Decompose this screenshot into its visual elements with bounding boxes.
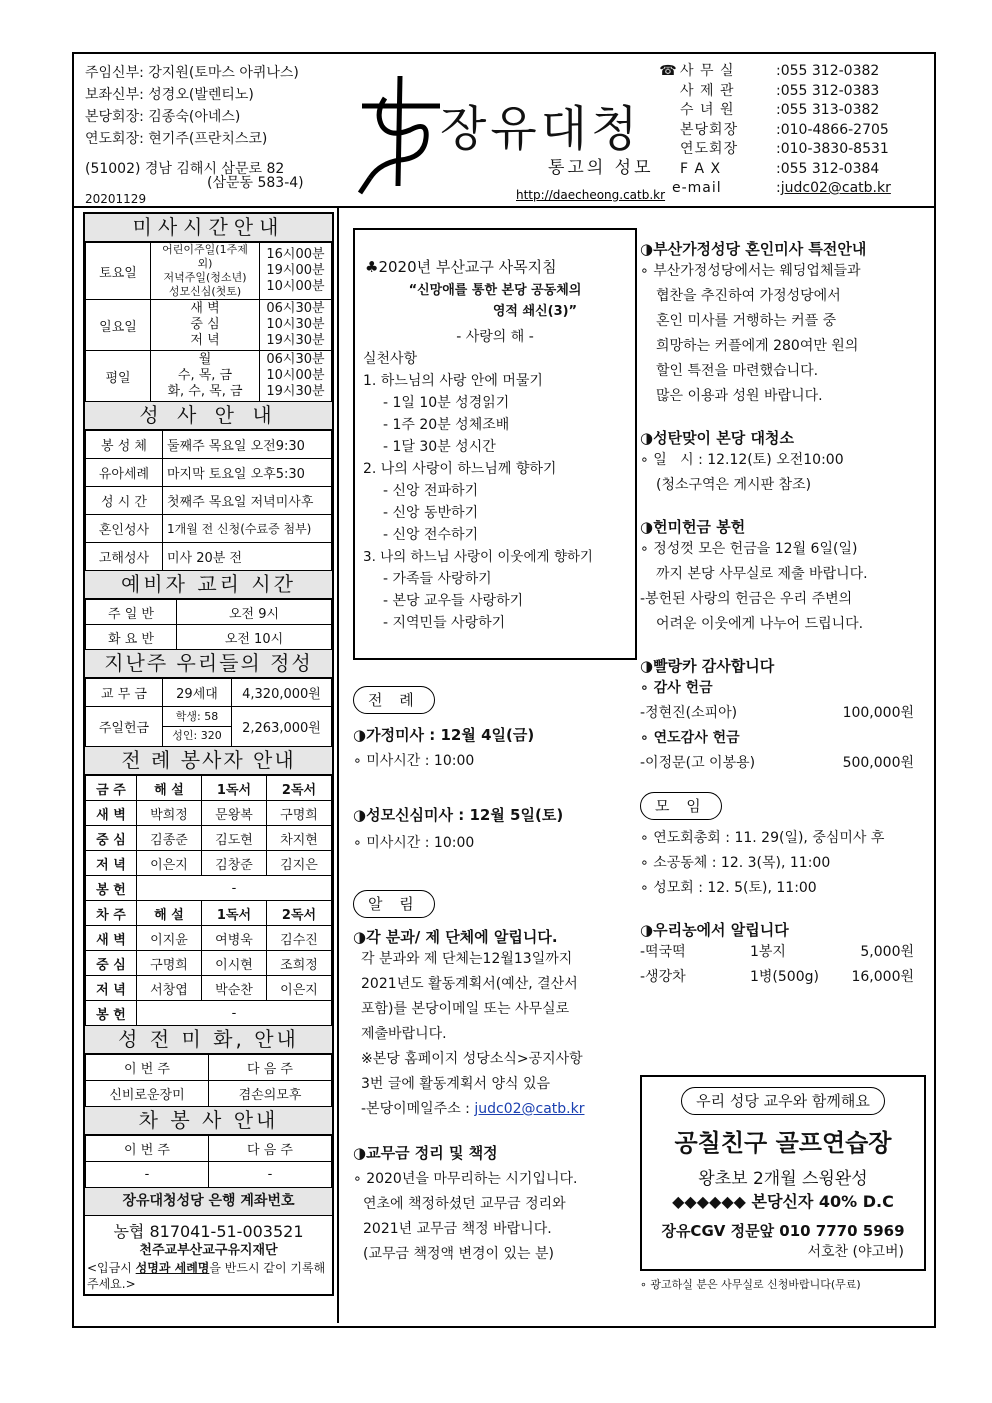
pastoral-guide-box: ♣2020년 부산교구 사목지침 “신망애를 통한 본당 공동체의 영적 쇄신(3)” - 사랑의 해 - 실천사항 1. 하느님의 사랑 안에 머물기 - 1일 10분 성경읽기 - 1주 20분 성체조배 - 1달 30분 성시간 2. 나의 사랑이 하느님께 향하기 - 신앙 전파하기 - 신앙 동반하기 - 신앙 전수하기 3. 나의 하느님 사랑이 이웃에게 향하기 - 가족들 사랑하기 - 본당 교우들 사랑하기 - 지역민들 사랑하기 bbox=[353, 228, 637, 660]
bank-heading: 장유대청성당 은행 계좌번호 bbox=[85, 1188, 332, 1216]
golf-ad: 우리 성당 교우와 함께해요 공칠친구 골프연습장 왕초보 2개월 스윙완성 ◆◆◆◆◆◆ 본당신자 40% D.C 장유CGV 정문앞 010 7770 5969 서호찬 (야고버) bbox=[640, 1075, 926, 1271]
contact-row: e-mail : judc02@catb.kr bbox=[680, 179, 891, 199]
practice-list: 1. 하느님의 사랑 안에 머물기 - 1일 10분 성경읽기 - 1주 20분 성체조배 - 1달 30분 성시간 2. 나의 사랑이 하느님께 향하기 - 신앙 전파하기 - 신앙 동반하기 - 신앙 전수하기 3. 나의 하느님 사랑이 이웃에게 향하기 - 가족들 사랑하기 - 본당 교우들 사랑하기 - 지역민들 사랑하기 bbox=[363, 373, 593, 631]
bank-account: 농협 817041-51-003521 천주교부산교구유지재단 <입금시 성명과 세례명을 반드시 같이 기록해 주세요.> bbox=[87, 1222, 326, 1291]
diocese-logo-icon: ♣ bbox=[365, 258, 379, 276]
clergy-row: 연도회장: 현기주(프란치스코) bbox=[85, 131, 268, 147]
offering-table: 교 무 금 29세대 4,320,000원 주일헌금 학생: 58 성인: 320 2,263,000원 bbox=[85, 678, 332, 747]
address-line: (51002) 경남 김해시 삼문로 82 bbox=[85, 161, 285, 177]
servers-table: 금 주 해 설 1독서 2독서 새 벽 박희정 문왕복 구명희 중 심 김종준 김도현 차지현 저 녁 이은지 김창준 김지은 봉 헌 - 차 주 해 설 1독서 2독서 새 벽 이지윤 여병욱 김수진 중 심 구명희 이시현 조희정 저 녁 서창엽 박순찬 이은지 봉 헌 - bbox=[85, 775, 332, 1026]
notice-tag: 알 림 bbox=[353, 890, 435, 918]
clergy-row: 보좌신부: 성경오(발렌티노) bbox=[85, 87, 254, 103]
brand-title: 장유대청 bbox=[440, 101, 642, 157]
pastoral-title: ♣2020년 부산교구 사목지침 bbox=[365, 258, 557, 276]
address-line: (삼문동 583-4) bbox=[207, 175, 304, 191]
contact-row: F A X : 055 312-0384 bbox=[680, 160, 880, 177]
offering-heading: 지난주 우리들의 정성 bbox=[85, 650, 332, 678]
ad-note: ∘ 광고하실 분은 사무실로 신청바랍니다(무료) bbox=[640, 1278, 861, 1291]
contact-row: 본당회장 : 010-4866-2705 bbox=[680, 121, 889, 138]
vehicle-heading: 차 봉 사 안내 bbox=[85, 1107, 332, 1135]
right-column: ◑부산가정성당 혼인미사 특전안내 ∘ 부산가정성당에서는 웨딩업체들과 협찬을 추진하여 가정성당에서 혼인 미사를 거행하는 커플 중 희망하는 커플에게 280여만 원의 할인 특전을 마련했습니다. 많은 이용과 성원 바랍니다. ◑성탄맞이 본당 대청소 ∘ 일 시 : 12.12(토) 오전10:00 (청소구역은 게시판 참조) ◑헌미헌금 봉헌 ∘ 정성껏 모은 헌금을 12월 6일(일) 까지 본당 사무실로 제출 바랍니다. -봉헌된 사랑의 헌금은 우리 주변의 어려운 이웃에게 나누어 드립니다. ◑빨랑카 감사합니다 ∘ 감사 헌금 -정현진(소피아) 100,000원 ∘ 연도감사 헌금 -이정문(고 이봉용) 500,000원 모 임 ∘ 연도회총회 : 11. 29(일), 중심미사 후 ∘ 소공동체 : 12. 3(목), 11:00 ∘ 성모회 : 12. 5(토), 11:00 ◑우리농에서 알립니다 -떡국떡 1봉지 5,000원 -생강차 1병(500g) 16,000원 bbox=[640, 240, 914, 985]
phone-icon: ☎ bbox=[659, 63, 677, 79]
clergy-row: 본당회장: 김종숙(아네스) bbox=[85, 109, 241, 125]
mass-times-heading: 미사시간안내 bbox=[85, 214, 332, 242]
vehicle-table: 이 번 주 다 음 주 - - bbox=[85, 1135, 332, 1188]
website-link[interactable]: http://daecheong.catb.kr bbox=[516, 188, 666, 202]
meeting-tag: 모 임 bbox=[640, 792, 722, 820]
liturgy-section: 전 례 ◑가정미사 : 12월 4일(금) ∘ 미사시간 : 10:00 ◑성모신심미사 : 12월 5일(토) ∘ 미사시간 : 10:00 bbox=[353, 686, 635, 856]
catechism-heading: 예비자 교리 시간 bbox=[85, 571, 332, 599]
clergy-list bbox=[85, 62, 304, 190]
column-divider bbox=[337, 208, 339, 1323]
issue-date: 20201129 bbox=[85, 192, 147, 206]
catechism-table: 주 일 반 오전 9시 화 요 반 오전 10시 bbox=[85, 599, 332, 650]
cross-logo-icon bbox=[340, 68, 450, 198]
contact-row: ☎ 사 무 실 : 055 312-0382 bbox=[680, 62, 891, 82]
flower-heading: 성 전 미 화, 안내 bbox=[85, 1026, 332, 1054]
notice-section: 알 림 ◑각 분과/ 제 단체에 알립니다. 각 분과와 제 단체는12월13일까지 2021년도 활동계획서(예산, 결산서 포함)를 본당이메일 또는 사무실로 제출바랍니다. ※본당 홈페이지 성당소식>공지사항 3번 글에 활동계획서 양식 있음 -본당이메일주소 : judc02@catb.kr ◑교무금 정리 및 책정 ∘ 2020년을 마무리하는 시기입니다. 연초에 책정하셨던 교무금 정리와 2021년 교무금 책정 바랍니다. (교무금 책정액 변경이 있는 분) bbox=[353, 890, 635, 1267]
contact-row: 연도회장 : 010-3830-8531 bbox=[680, 141, 889, 157]
parish-email-link[interactable]: judc02@catb.kr bbox=[474, 1101, 585, 1117]
contact-row: 수 녀 원 : 055 313-0382 bbox=[680, 102, 880, 118]
sacrament-table: 봉 성 체 둘째주 목요일 오전9:30 유아세례 마지막 토요일 오후5:30 성 시 간 첫째주 목요일 저녁미사후 혼인성사 1개월 전 신청(수료증 첨부) 고해성사 미사 20분 전 bbox=[85, 430, 332, 571]
servers-heading: 전 례 봉사자 안내 bbox=[85, 747, 332, 775]
brand-subtitle: 통고의 성모 bbox=[548, 158, 654, 178]
sacrament-heading: 성 사 안 내 bbox=[85, 402, 332, 430]
left-sidebar bbox=[83, 212, 334, 1296]
contact-list bbox=[659, 62, 891, 199]
liturgy-tag: 전 례 bbox=[353, 686, 435, 714]
contact-row: 사 제 관 : 055 312-0383 bbox=[680, 82, 880, 99]
header-divider bbox=[72, 206, 934, 208]
mass-times-table: 토요일 어린이주일(1주제외) 저녁주일(청소년) 성모신심(첫토) 16시00분 19시00분 10시00분 일요일 새 벽 중 심 저 녁 06시30분 10시30분 19시30분 평일 월 수, 목, 금 화, 수, 목, 금 06시30분 10시00분 19시30분 bbox=[85, 242, 332, 402]
clergy-row: 주임신부: 강지원(토마스 아퀴나스) bbox=[85, 65, 299, 81]
flower-table: 이 번 주 다 음 주 신비로운장미 겸손의모후 bbox=[85, 1054, 332, 1107]
email-link[interactable]: judc02@catb.kr bbox=[780, 180, 891, 196]
